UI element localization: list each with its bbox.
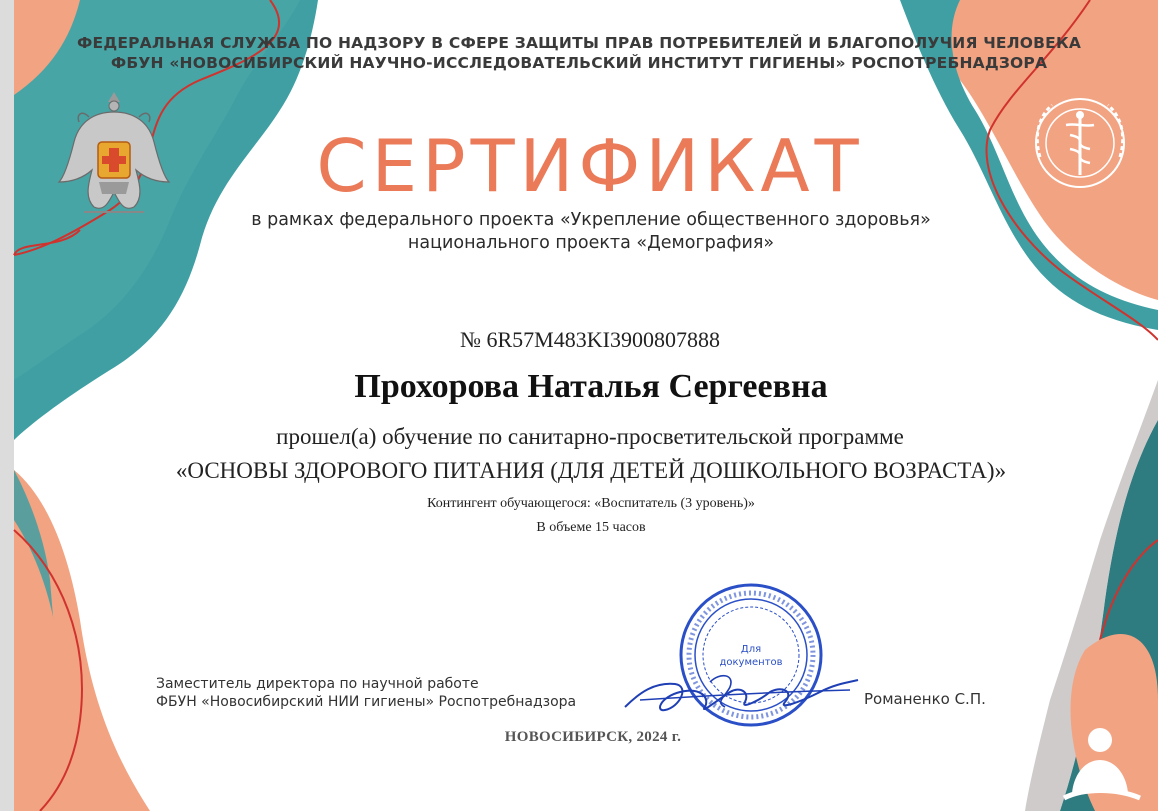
signer-position: [156, 675, 576, 711]
signer-position-line-1: Заместитель директора по научной работе: [156, 676, 479, 692]
signer-position-line-2: ФБУН «Новосибирский НИИ гигиены» Роспотребнадзора: [156, 694, 577, 710]
contingent-text: Контингент обучающегося: «Воспитатель (3 уровень)»: [427, 496, 755, 511]
signer-name: Романенко С.П.: [864, 690, 986, 708]
handwritten-signature: [620, 662, 860, 722]
certificate-subtitle: [0, 209, 1158, 255]
subtitle-line-1: в рамках федерального проекта «Укрепление общественного здоровья»: [251, 210, 931, 230]
certificate-number: № 6R57M483KI3900807888: [460, 327, 720, 352]
certificate-title: СЕРТИФИКАТ: [316, 124, 864, 208]
course-volume: В объеме 15 часов: [536, 520, 646, 535]
organization-header: [0, 33, 1158, 73]
organization-line-2: ФБУН «НОВОСИБИРСКИЙ НАУЧНО-ИССЛЕДОВАТЕЛЬСКИЙ ИНСТИТУТ ГИГИЕНЫ» РОСПОТРЕБНАДЗОРА: [110, 54, 1048, 72]
subtitle-line-2: национального проекта «Демография»: [407, 233, 775, 253]
stamp-text-1: Для: [740, 644, 762, 655]
completion-statement: прошел(а) обучение по санитарно-просветительской программе: [276, 424, 904, 449]
organization-line-1: ФЕДЕРАЛЬНАЯ СЛУЖБА ПО НАДЗОРУ В СФЕРЕ ЗАЩИТЫ ПРАВ ПОТРЕБИТЕЛЕЙ И БЛАГОПОЛУЧИЯ ЧЕЛОВЕКА: [76, 34, 1082, 52]
recipient-name: Прохорова Наталья Сергеевна: [354, 368, 828, 405]
person-figure-icon: [1054, 648, 1158, 808]
stamp-text-2: документов: [719, 657, 783, 668]
city-year: НОВОСИБИРСК, 2024 г.: [504, 729, 682, 745]
program-name: «ОСНОВЫ ЗДОРОВОГО ПИТАНИЯ (ДЛЯ ДЕТЕЙ ДОШКОЛЬНОГО ВОЗРАСТА)»: [175, 458, 1007, 483]
